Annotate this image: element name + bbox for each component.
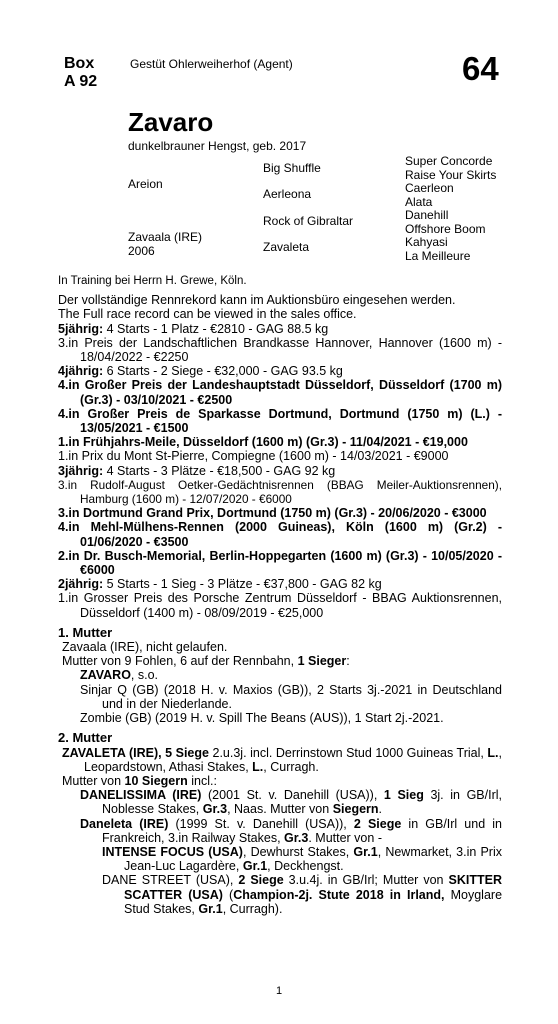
horse-description: dunkelbrauner Hengst, geb. 2017 [128, 139, 307, 153]
daneleta-b: 2 Siege [353, 816, 402, 831]
mutter1-zavaro [58, 668, 502, 682]
skitter-scatter-c: Moyglare Stud Stakes, [124, 887, 503, 916]
daneleta-entry [58, 817, 502, 845]
danelissima-name: DANELISSIMA (IRE) [80, 788, 202, 803]
age4-race-3: 1.in Frühjahrs-Meile, Düsseldorf (1600 m) (Gr.3) - 11/04/2021 - €19,000 [58, 435, 468, 450]
catalogue-body [58, 274, 502, 916]
mutter1-sinjar: Sinjar Q (GB) (2018 H. v. Maxios (GB)), 2 Starts 3j.-2021 in Deutschland und in der Niederlande. [80, 682, 502, 711]
dane-street-a: DANE STREET (USA), [102, 873, 239, 888]
mutter1-colon: : [346, 654, 350, 669]
pedigree-dam-dam: Zavaleta [263, 240, 310, 254]
pedigree-g3-3: Caerleon [405, 181, 454, 195]
horse-name: Zavaro [128, 107, 214, 137]
record-note-en: The Full race record can be viewed in the sales office. [58, 307, 357, 322]
daneleta-a: (1999 St. v. Danehill (USA)), [168, 816, 354, 831]
pedigree-g3-7: Kahyasi [405, 235, 448, 249]
danelissima-c: 3j. in GB/Irl, Noblesse Stakes, [102, 788, 502, 817]
danelissima-e: , Naas. Mutter von [227, 802, 333, 817]
lot-number: 64 [462, 50, 499, 87]
age2-summary [58, 577, 502, 591]
intense-focus-entry [58, 845, 502, 873]
pedigree-g3-2: Raise Your Skirts [405, 167, 497, 182]
mutter2-heading: 2. Mutter [58, 730, 113, 746]
daneleta-e: . Mutter von - [308, 830, 382, 845]
box-number: A 92 [64, 73, 98, 90]
age5-summary [58, 322, 502, 336]
danelissima-f: Siegern [332, 802, 379, 817]
mutter1-zombie: Zombie (GB) (2019 H. v. Spill The Beans (AUS)), 1 Start 2j.-2021. [80, 711, 444, 726]
age3-race-4: 2.in Dr. Busch-Memorial, Berlin-Hoppegarten (1600 m) (Gr.3) - 10/05/2020 - €6000 [58, 548, 502, 578]
skitter-scatter-b: Champion-2j. Stute 2018 in Irland, [233, 887, 445, 902]
box-word: Box [64, 55, 95, 72]
skitter-scatter-name: SKITTER SCATTER (USA) [124, 873, 502, 902]
zavaro-rest: , s.o. [130, 668, 159, 683]
skitter-scatter-d: Gr.1 [198, 901, 223, 916]
zavaleta-text-b: , Leopardstown, Athasi Stakes, [84, 745, 502, 774]
mutter1-produce-text: Mutter von 9 Fohlen, 6 auf der Rennbahn, [62, 654, 298, 669]
intense-focus-name: INTENSE FOCUS (USA) [102, 844, 243, 859]
age5-race-1: 3.in Preis der Landschaftlichen Brandkasse Hannover, Hannover (1600 m) - 18/04/2022 - €2250 [58, 335, 502, 365]
pedigree-dam: Zavaala (IRE) [128, 230, 203, 244]
danelissima-g: . [378, 802, 383, 817]
intense-focus-a: , Dewhurst Stakes, [242, 844, 354, 859]
intense-focus-b: Gr.1 [353, 844, 378, 859]
pedigree-g3 [405, 155, 496, 263]
mutter1-heading: 1. Mutter [58, 624, 113, 640]
agent-name: Gestüt Ohlerweiherhof (Agent) [130, 57, 293, 71]
daneleta-c: in GB/Irl und in Frankreich, 3.in Railway Stakes, [102, 816, 502, 845]
zavaleta-name: ZAVALETA (IRE), 5 Siege [62, 745, 209, 760]
skitter-scatter-a: ( [222, 887, 234, 902]
zavaleta-text-a: 2.u.3j. incl. Derrinstown Stud 1000 Guineas Trial, [208, 745, 488, 760]
age3-race-3: 4.in Mehl-Mülhens-Rennen (2000 Guineas), Köln (1600 m) (Gr.2) - 01/06/2020 - €3500 [58, 520, 502, 549]
box-label [64, 55, 97, 91]
mutter2-mvon-b: 10 Siegern [124, 773, 188, 788]
intense-focus-c: , Newmarket, 3.in Prix Jean-Luc Lagardère, [124, 844, 502, 874]
pedigree-g3-1: Super Concorde [405, 154, 493, 168]
dane-street-entry [58, 873, 502, 916]
age2-race-1: 1.in Grosser Preis des Porsche Zentrum Düsseldorf - BBAG Auktionsrennen, Düsseldorf (1400 m) - 08/09/2019 - €25,000 [58, 591, 502, 620]
danelissima-b: 1 Sieg [383, 788, 424, 803]
mutter1-produce-summary [58, 654, 502, 668]
age3-race-2: 3.in Dortmund Grand Prix, Dortmund (1750 m) (Gr.3) - 20/06/2020 - €3000 [58, 506, 487, 521]
mutter2-produce-summary [58, 774, 502, 788]
age3-summary-text: 4 Starts - 3 Plätze - €18,500 - GAG 92 kg [103, 463, 336, 478]
age3-race-1: 3.in Rudolf-August Oetker-Gedächtnisrennen (BBAG Meiler-Auktionsrennen), Hamburg (1600 m) - 12/07/2020 - €6000 [58, 477, 502, 507]
age4-race-2: 4.in Großer Preis de Sparkasse Dortmund, Dortmund (1750 m) (L.) - 13/05/2021 - €1500 [58, 406, 502, 436]
mutter1-dam: Zavaala (IRE), nicht gelaufen. [62, 640, 228, 655]
pedigree-g3-5: Danehill [405, 208, 449, 222]
mutter2-zavaleta [58, 746, 502, 774]
intense-focus-e: , Deckhengst. [267, 859, 344, 874]
danelissima-d: Gr.3 [202, 802, 228, 817]
age4-label: 4jährig: [58, 364, 104, 379]
mutter2-mvon-c: incl.: [187, 773, 217, 788]
zavaleta-listed-2: L. [252, 759, 264, 774]
mutter2-mvon-a: Mutter von [62, 773, 125, 788]
dane-street-b: 2 Siege [238, 873, 284, 888]
pedigree-sire: Areion [128, 177, 163, 191]
pedigree-sire-sire: Big Shuffle [263, 161, 321, 175]
page-number: 1 [275, 985, 283, 997]
training-line: In Training bei Herrn H. Grewe, Köln. [58, 275, 247, 287]
age5-summary-text: 4 Starts - 1 Platz - €2810 - GAG 88.5 kg [103, 321, 329, 336]
zavaro-name: ZAVARO [80, 668, 131, 683]
age5-label: 5jährig: [58, 321, 104, 336]
age4-summary [58, 364, 502, 378]
age4-race-4: 1.in Prix du Mont St-Pierre, Compiegne (1600 m) - 14/03/2021 - €9000 [58, 449, 449, 464]
dane-street-c: 3.u.4j. in GB/Irl; Mutter von [283, 873, 449, 888]
daneleta-name: Daneleta (IRE) [80, 816, 169, 831]
pedigree-g3-6: Offshore Boom [405, 221, 486, 236]
pedigree-dam-year: 2006 [128, 244, 155, 258]
pedigree-g3-8: La Meilleure [405, 248, 471, 263]
record-note-de: Der vollständige Rennrekord kann im Auktionsbüro eingesehen werden. [58, 293, 456, 308]
pedigree-dam-sire: Rock of Gibraltar [263, 214, 354, 228]
age4-race-1: 4.in Großer Preis der Landeshauptstadt Düsseldorf, Düsseldorf (1700 m) (Gr.3) - 03/10/2021 - €2500 [58, 378, 502, 407]
age3-summary [58, 464, 502, 478]
age3-label: 3jährig: [58, 463, 104, 478]
danelissima-entry [58, 788, 502, 816]
daneleta-d: Gr.3 [284, 830, 309, 845]
age2-label: 2jährig: [58, 577, 104, 592]
pedigree-g3-4: Alata [405, 194, 433, 209]
zavaleta-listed-1: L. [487, 745, 499, 760]
age2-summary-text: 5 Starts - 1 Sieg - 3 Plätze - €37,800 - GAG 82 kg [103, 577, 382, 592]
skitter-scatter-e: , Curragh). [222, 901, 283, 916]
age4-summary-text: 6 Starts - 2 Siege - €32,000 - GAG 93.5 kg [103, 364, 343, 379]
zavaleta-text-c: , Curragh. [263, 759, 319, 774]
mutter1-winner-count: 1 Sieger [297, 654, 347, 669]
pedigree-sire-dam: Aerleona [263, 187, 312, 201]
danelissima-a: (2001 St. v. Danehill (USA)), [201, 788, 384, 803]
intense-focus-d: Gr.1 [242, 859, 268, 874]
